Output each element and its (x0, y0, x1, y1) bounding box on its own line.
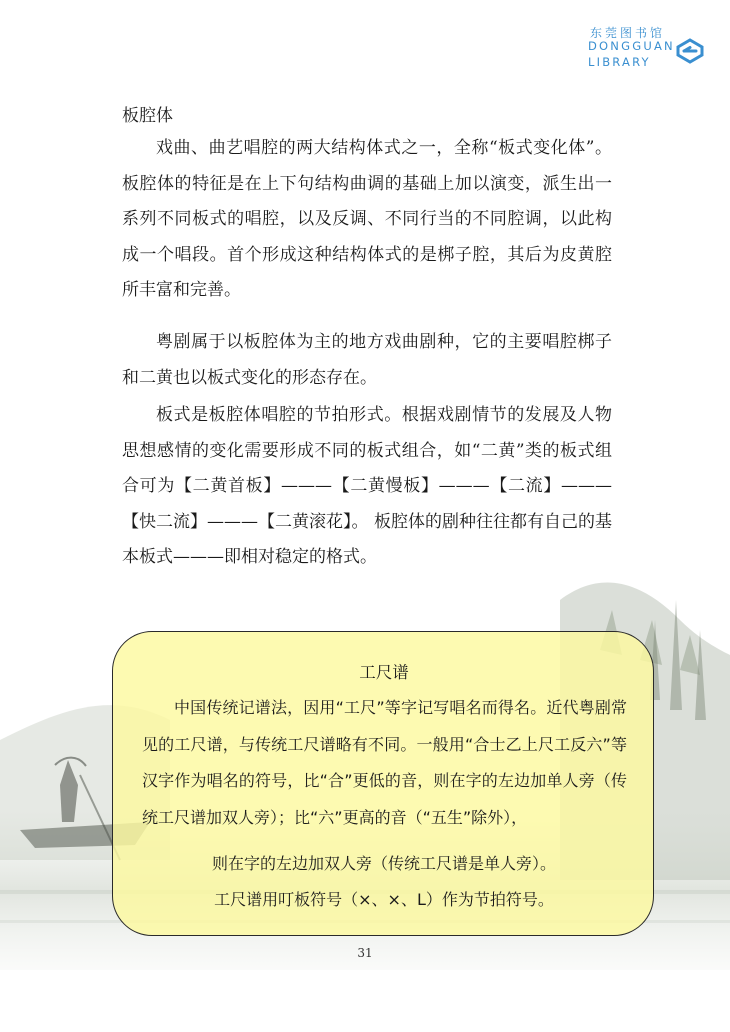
gongche-notation-box (112, 631, 654, 936)
box-centered-line-1: 则在字的左边加双人旁（传统工尺谱是单人旁）。 (211, 854, 556, 873)
article-paragraph-2: 粤剧属于以板腔体为主的地方戏曲剧种，它的主要唱腔梆子和二黄也以板式变化的形态存在。 (122, 332, 612, 388)
logo-english-line1: DONGGUAN (588, 39, 675, 53)
logo-english-line2: LIBRARY (588, 55, 651, 69)
page-number: 31 (357, 946, 373, 960)
article-title: 板腔体 (122, 106, 173, 126)
article-paragraph-3: 板式是板腔体唱腔的节拍形式。根据戏剧情节的发展及人物思想感情的变化需要形成不同的板式组合，如“二黄”类的板式组合可为【二黄首板】———【二黄慢板】———【二流】———【快二流】———【二黄滚花】。 板腔体的剧种往往都有自己的基本板式———即相对稳定的格式。 (122, 405, 612, 567)
article-paragraph-1: 戏曲、曲艺唱腔的两大结构体式之一，全称“板式变化体”。板腔体的特征是在上下句结构曲调的基础上加以演变，派生出一系列不同板式的唱腔，以及反调、不同行当的不同腔调，以此构成一个唱段。首个形成这种结构体式的是梆子腔，其后为皮黄腔所丰富和完善。 (122, 138, 612, 300)
box-title: 工尺谱 (359, 663, 409, 682)
box-centered-line-2: 工尺谱用叮板符号（×、×、L）作为节拍符号。 (214, 890, 554, 909)
box-paragraph: 中国传统记谱法，因用“工尺”等字记写唱名而得名。近代粤剧常见的工尺谱，与传统工尺谱略有不同。一般用“合士乙上尺工反六”等汉字作为唱名的符号，比“合”更低的音，则在字的左边加单人旁（传统工尺谱加双人旁）；比“六”更高的音（“五生”除外）， (142, 698, 627, 827)
logo-chinese-text: 东莞图书馆 (590, 26, 666, 40)
library-e-icon (676, 38, 704, 64)
library-logo (588, 24, 708, 74)
